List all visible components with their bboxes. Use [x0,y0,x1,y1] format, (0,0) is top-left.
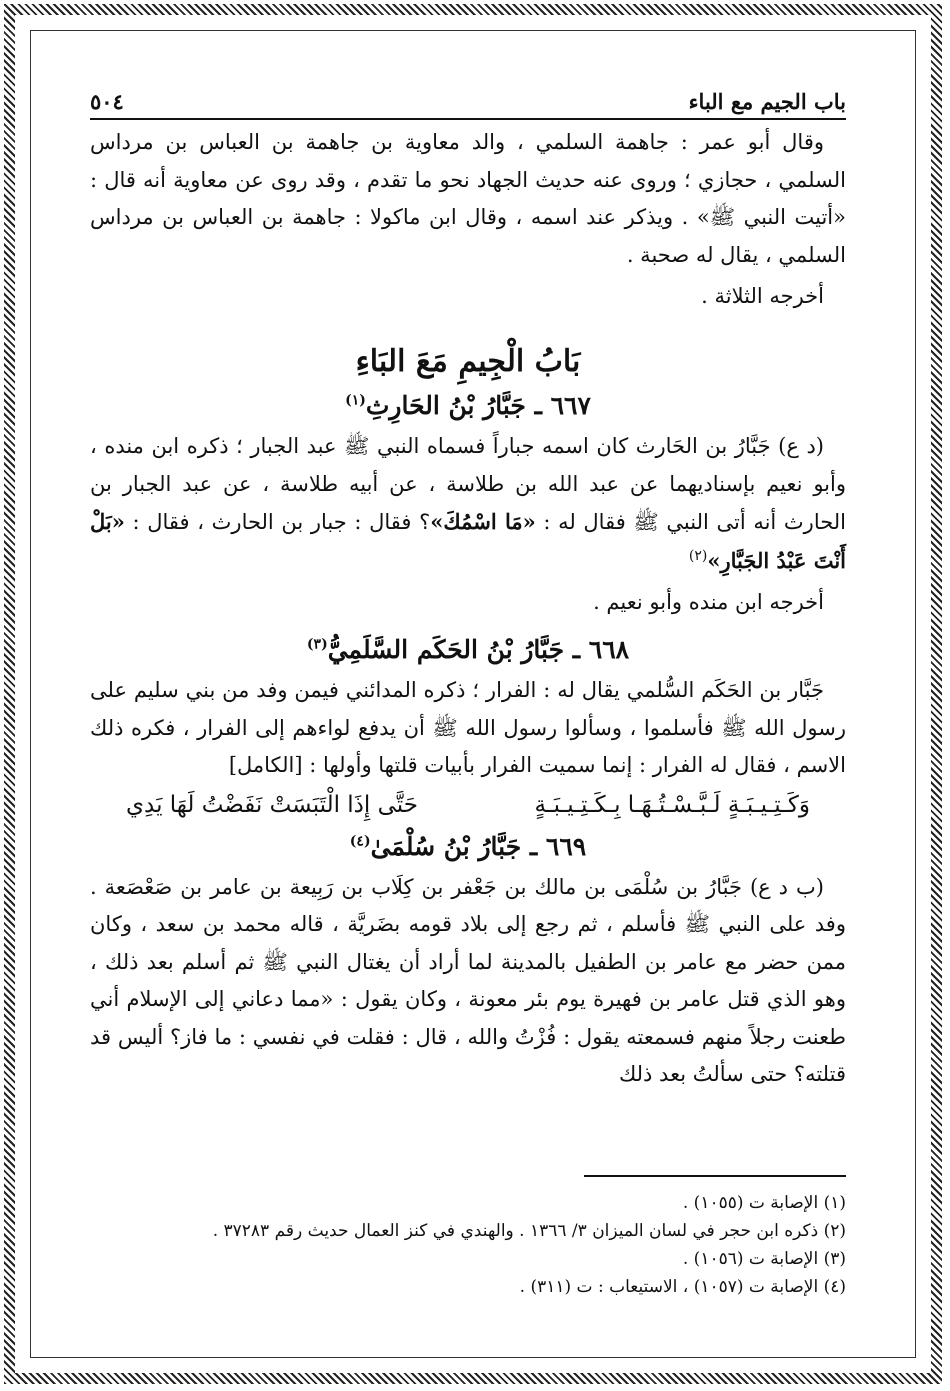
footnote-ref-3[interactable]: (٣) [306,636,328,653]
footnotes-section [90,1175,846,1301]
footnote-2: (٢) ذكره ابن حجر في لسان الميزان ٣/ ١٣٦٦ . والهندي في كنز العمال حديث رقم ٣٧٢٨٣ . [212,1221,846,1241]
page-number: ٥٠٤ [90,89,124,114]
entry-667-akhrajahu: أخرجه ابن منده وأبو نعيم . [593,590,824,614]
entry-667-text-c: ؟ فقال : جبار بن الحارث ، فقال : [124,510,431,534]
footnote-ref-4[interactable]: (٤) [349,833,371,850]
entry-667-quote-1: «مَا اسْمُكَ» [430,509,536,534]
paragraph-jahima: وقال أبو عمر : جاهمة السلمي ، والد معاوية بن جاهمة بن العباس بن مرداس السلمي ، حجازي ؛ وروى عنه حديث الجهاد نحو ما تقدم ، وقد روى عن معاوية أنه قال : «أتيت النبي ﷺ» . ويذكر عند اسمه ، وقال ابن ماكولا : جاهمة بن العباس بن مرداس السلمي ، يقال له صحبة . [90,130,846,267]
footnote-ref-1[interactable]: (١) [345,392,366,409]
chapter-title: بَابُ الْجِيمِ مَعَ البَاءِ [355,344,581,379]
entry-669-title: ٦٦٩ ـ جَبَّارُ بْنُ سُلْمَىٰ [370,831,587,861]
footnote-3: (٣) الإصابة ت (١٠٥٦) . [682,1249,846,1269]
footnote-separator [584,1175,846,1177]
entry-667-text-a: (د ع) جَبَّارُ بن الحَارث كان اسمه جباراً فسماه النبي ﷺ عبد الجبار ؛ ذكره ابن منده ، وأبو نعيم بإسناديهما عن عبد الله بن طلاسة ، عن أبيه طلاسة ، عن عبد الجبار بن الحارث أنه أتى النبي ﷺ فقال له : [90,434,847,534]
entry-669-heading [90,825,846,869]
verse-second-hemistich: حَتَّى إِذَا الْتَبَسَتْ نَفَضْتُ لَهَا يَدِي [126,791,418,818]
running-header [90,84,846,120]
footnote-ref-2[interactable]: (٢) [688,547,708,564]
entry-667-heading [90,384,846,428]
entry-668-heading [90,628,846,672]
entry-667-title: ٦٦٧ ـ جَبَّارُ بْنُ الحَارِثِ [365,391,591,420]
paragraph-akhrajahu-1: أخرجه الثلاثة . [701,284,824,308]
entry-667-quote-2: «بَلْ أَنْتَ عَبْدُ الجَبَّارِ» [90,509,846,573]
entry-667-text [90,428,846,580]
footnote-4: (٤) الإصابة ت (١٠٥٧) ، الاستيعاب : ت (٣١١) . [519,1277,846,1297]
poetry-verse [90,785,846,825]
entry-668-title: ٦٦٨ ـ جَبَّارُ بْنُ الحَكَم السَّلَمِيُّ [327,635,630,664]
footnote-1: (١) الإصابة ت (١٠٥٥) . [682,1193,846,1213]
verse-first-hemistich: وَكَـتِـيـبَـةٍ لَـبَّـسْـتُـهَـا بِـكَـتِـيـبَـةٍ [534,791,810,818]
header-title: باب الجيم مع الباء [688,89,846,114]
entry-668-text: جَبَّار بن الحَكَم السُّلمي يقال له : الفرار ؛ ذكره المدائني فيمن وفد من بني سليم على رسول الله ﷺ فأسلموا ، وسألوا رسول الله ﷺ أن يدفع لواءهم إلى الفرار ، فكره ذلك الاسم ، فقال له الفرار : إنما سميت الفرار بأبيات قلتها وأولها : [الكامل] [90,678,846,777]
page-body [90,84,846,1094]
entry-669-text: (ب د ع) جَبَّارُ بن سُلْمَى بن مالك بن جَعْفر بن كِلَاب بن رَبِيعة بن عامر بن صَعْصَعة . وفد على النبي ﷺ فأسلم ، ثم رجع إلى بلاد قومه بضَريَّة ، قاله محمد بن سعد ، وكان ممن حضر مع عامر بن الطفيل بالمدينة لما أراد أن يغتال النبي ﷺ ثم أسلم بعد ذلك ، وهو الذي قتل عامر بن فهيرة يوم بئر معونة ، وكان يقول : «مما دعاني إلى الإسلام أني طعنت رجلاً منهم فسمعته يقول : فُزْتُ والله ، قال : فقلت في نفسي : ما فاز؟ أليس قد قتلته؟ حتى سألتُ بعد ذلك [90,874,846,1086]
